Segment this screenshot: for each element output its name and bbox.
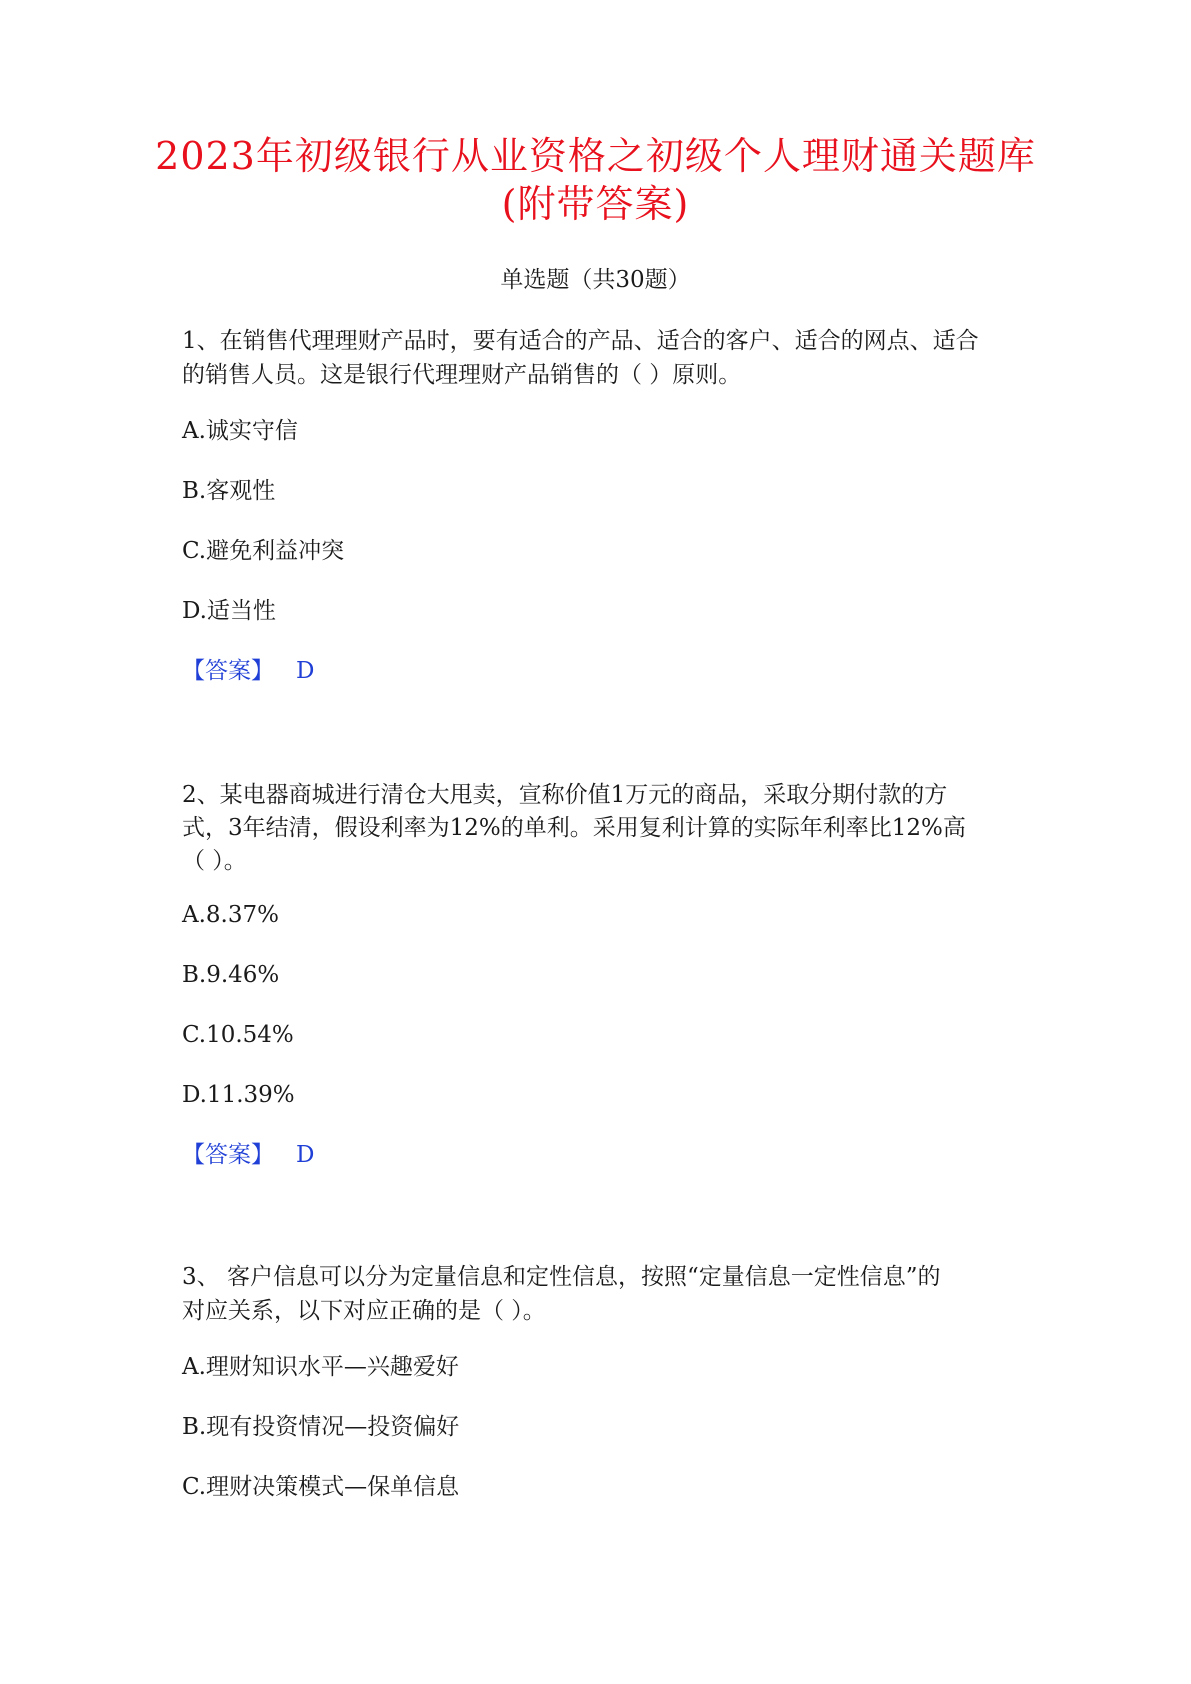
answer-label: 【答案】 bbox=[182, 658, 274, 684]
question-2-option-a: A.8.37% bbox=[182, 902, 279, 928]
question-2-option-b: B.9.46% bbox=[182, 962, 280, 988]
question-1-option-c: C.避免利益冲突 bbox=[182, 538, 345, 564]
question-3-text-line-1: 3、 客户信息可以分为定量信息和定性信息，按照“定量信息一定性信息”的 bbox=[182, 1264, 941, 1290]
question-2-answer bbox=[182, 1140, 1022, 1170]
section-heading: 单选题（共30题） bbox=[500, 267, 691, 293]
question-3-option-c: C.理财决策模式—保单信息 bbox=[182, 1474, 460, 1500]
question-3-text-line-2: 对应关系，以下对应正确的是（ ）。 bbox=[182, 1298, 546, 1324]
question-3-option-a: A.理财知识水平—兴趣爱好 bbox=[182, 1354, 459, 1380]
question-1-option-a: A.诚实守信 bbox=[182, 418, 298, 444]
question-2-text-line-1: 2、某电器商城进行清仓大甩卖，宣称价值1万元的商品，采取分期付款的方 bbox=[182, 782, 948, 808]
question-1-answer bbox=[182, 656, 1022, 686]
question-1-option-b: B.客观性 bbox=[182, 478, 276, 504]
question-2-text-line-2: 式，3年结清，假设利率为12%的单利。采用复利计算的实际年利率比12%高 bbox=[182, 815, 966, 841]
question-1-text-line-1: 1、在销售代理理财产品时，要有适合的产品、适合的客户、适合的网点、适合 bbox=[182, 328, 979, 354]
answer-label: 【答案】 bbox=[182, 1142, 274, 1168]
question-2-option-c: C.10.54% bbox=[182, 1022, 294, 1048]
document-title-line-2: (附带答案) bbox=[501, 182, 690, 226]
answer-value: D bbox=[296, 1142, 315, 1168]
question-3-option-b: B.现有投资情况—投资偏好 bbox=[182, 1414, 460, 1440]
question-1-text-line-2: 的销售人员。这是银行代理理财产品销售的（ ）原则。 bbox=[182, 362, 742, 388]
document-title-line-1: 2023年初级银行从业资格之初级个人理财通关题库 bbox=[155, 134, 1036, 178]
answer-value: D bbox=[296, 658, 315, 684]
question-1-option-d: D.适当性 bbox=[182, 598, 276, 624]
question-2-option-d: D.11.39% bbox=[182, 1082, 295, 1108]
question-2-text-line-3: （ ）。 bbox=[182, 848, 247, 874]
